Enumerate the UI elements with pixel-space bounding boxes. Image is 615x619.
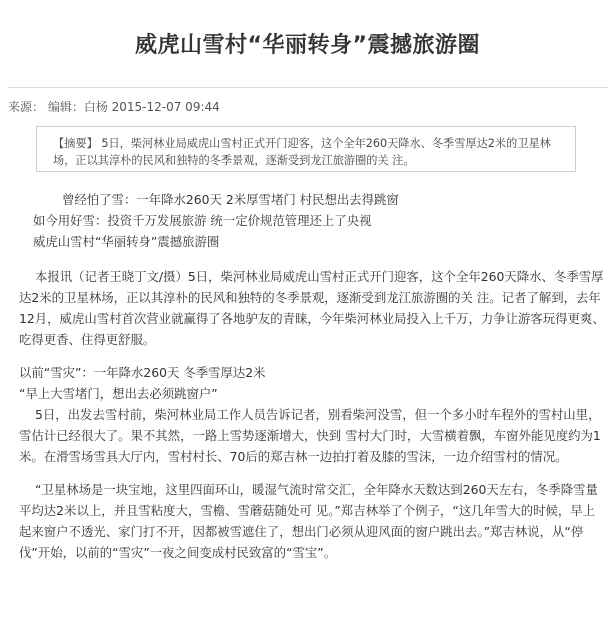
paragraph-1: 本报讯（记者王晓丁文/摄）5日，柴河林业局威虎山雪村正式开门迎客，这个全年260天降水、冬季雪厚达2米的卫星林场，正以其淳朴的民风和独特的冬季景观，逐渐受到龙江旅游圈的关 注。记者了解到，去年12月，威虎山雪村首次营业就赢得了各地驴友的青睐，今年柴河林业局投入上千万，力争让游客玩得更爽、吃得更香、住得更舒服。 <box>19 269 605 347</box>
section-heading: 以前“雪灾”：一年降水260天 冬季雪厚达2米 <box>19 365 266 380</box>
summary-body: 5日，柴河林业局威虎山雪村正式开门迎客，这个全年260天降水、冬季雪厚达2米的卫星林场，正以其淳朴的民风和独特的冬季景观，逐渐受到龙江旅游圈的关 注。 <box>53 137 551 167</box>
summary-tag: 【摘要】 <box>53 137 98 150</box>
subhead-1: 曾经怕了雪：一年降水260天 2米厚雪堵门 村民想出去得跳窗 <box>62 192 399 207</box>
article-body <box>19 189 607 563</box>
paragraph-2: 5日，出发去雪村前，柴河林业局工作人员告诉记者，别看柴河没雪，但一个多小时车程外的雪村山里，雪估计已经很大了。果不其然，一路上雪势逐渐增大，快到 雪村大门时，大雪横着飘，车窗外能见度约为1米。在滑雪场雪具大厅内，雪村村长、70后的郑吉林一边拍打着及膝的雪沫，一边介绍雪村的情况。 <box>19 407 601 464</box>
article-title: 威虎山雪村“华丽转身”震撼旅游圈 <box>135 33 480 58</box>
subhead-2: 如今用好雪：投资千万发展旅游 统一定价规范管理还上了央视 <box>33 213 372 228</box>
summary-box <box>36 126 576 172</box>
summary-text <box>53 135 568 169</box>
title-divider <box>8 87 608 88</box>
paragraph-3: “卫星林场是一块宝地，这里四面环山，暖湿气流时常交汇，全年降水天数达到260天左右，冬季降雪量平均达2米以上，并且雪粘度大，雪檐、雪蘑菇随处可 见。”郑吉林举了个例子，“这几年雪大的时候，早上起来窗户不透光、家门打不开，因都被雪遮住了，想出门必须从迎风面的窗户跳出去。”郑吉林说，从“停 伐”开始，以前的“雪灾”一夜之间变成村民致富的“雪宝”。 <box>19 482 598 560</box>
spacer <box>19 252 607 266</box>
section-subheading: “早上大雪堵门，想出去必须跳窗户” <box>19 386 218 401</box>
subhead-3: 威虎山雪村“华丽转身”震撼旅游圈 <box>33 234 220 249</box>
spacer <box>19 350 607 362</box>
spacer <box>19 467 607 479</box>
article-meta: 来源： 编辑：白杨 2015-12-07 09:44 <box>8 100 220 114</box>
